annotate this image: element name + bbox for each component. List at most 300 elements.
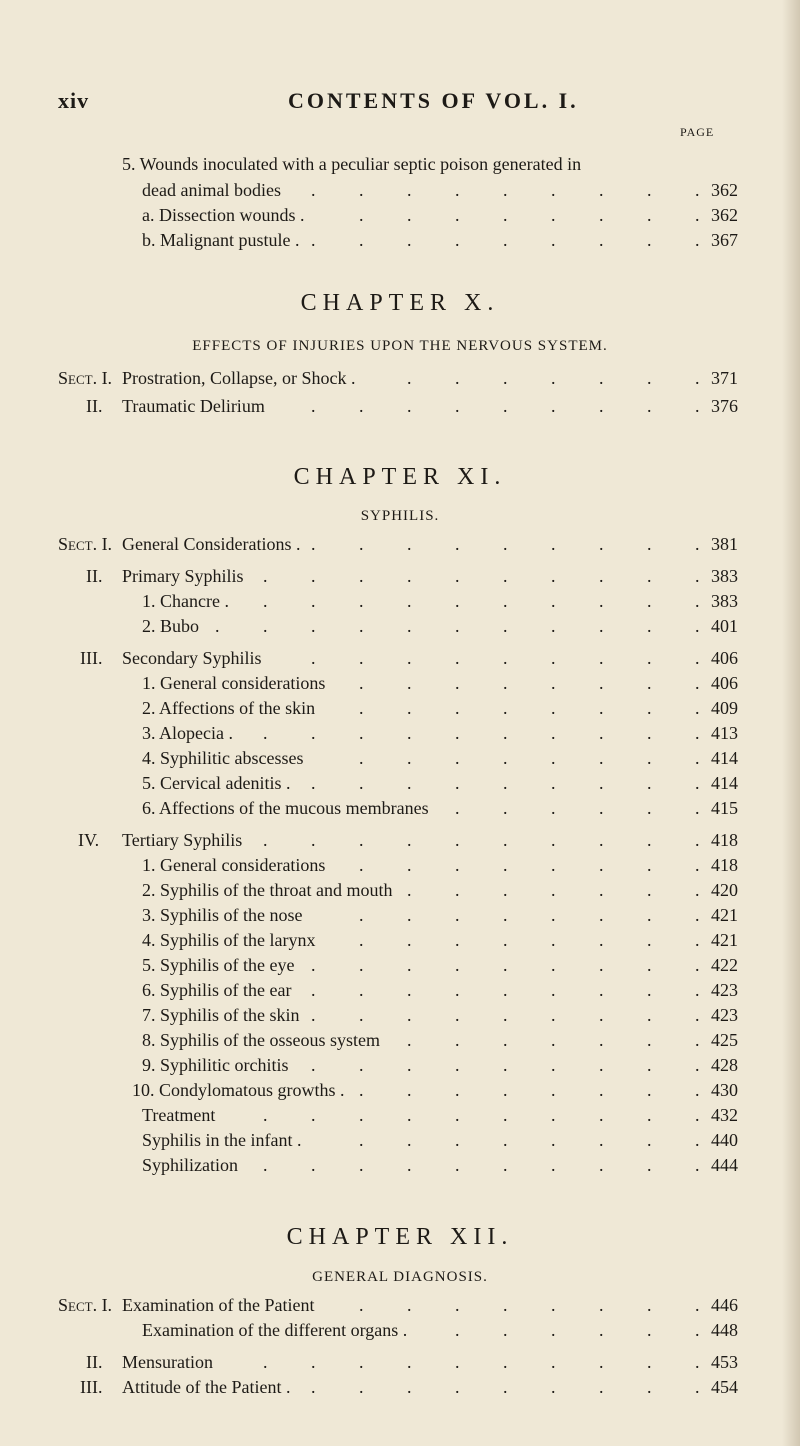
leader-dot: . bbox=[503, 955, 508, 975]
leader-dot: . bbox=[599, 1352, 604, 1372]
toc-entry bbox=[0, 230, 738, 254]
running-head-page-number: xiv bbox=[58, 88, 90, 113]
leader-dot: . bbox=[503, 1030, 508, 1050]
toc-section-prefix: III. bbox=[80, 1377, 103, 1397]
leader-dot: . bbox=[695, 880, 700, 900]
leader-dot: . bbox=[599, 180, 604, 200]
leader-dot: . bbox=[551, 396, 556, 416]
toc-entry bbox=[0, 1377, 738, 1401]
leader-dot: . bbox=[359, 566, 364, 586]
toc-entry-page: 413 bbox=[711, 723, 738, 743]
leader-dot: . bbox=[599, 930, 604, 950]
leader-dot: . bbox=[503, 748, 508, 768]
leader-dot: . bbox=[455, 980, 460, 1000]
leader-dot: . bbox=[407, 980, 412, 1000]
toc-entry-label: Mensuration bbox=[122, 1352, 213, 1372]
leader-dot: . bbox=[311, 566, 316, 586]
toc-entry bbox=[0, 368, 738, 392]
leader-dot: . bbox=[503, 880, 508, 900]
leader-dot: . bbox=[503, 566, 508, 586]
toc-entry-page: 446 bbox=[711, 1295, 738, 1315]
leader-dot: . bbox=[695, 1105, 700, 1125]
leader-dot: . bbox=[647, 396, 652, 416]
leader-dot: . bbox=[695, 368, 700, 388]
leader-dot: . bbox=[407, 773, 412, 793]
toc-entry bbox=[0, 1320, 738, 1344]
toc-section-prefix: Sect. I. bbox=[58, 368, 113, 388]
leader-dot: . bbox=[359, 905, 364, 925]
leader-dot: . bbox=[599, 1130, 604, 1150]
toc-entry-label: Examination of the different organs . bbox=[142, 1320, 408, 1340]
leader-dot: . bbox=[695, 830, 700, 850]
toc-entry bbox=[0, 396, 738, 420]
leader-dot: . bbox=[359, 591, 364, 611]
toc-entry-label: 1. General considerations bbox=[142, 673, 326, 693]
leader-dot: . bbox=[695, 1352, 700, 1372]
toc-entry-page: 362 bbox=[711, 205, 738, 225]
toc-entry bbox=[0, 798, 738, 822]
leader-dot: . bbox=[263, 1352, 268, 1372]
toc-entry-label: Tertiary Syphilis bbox=[122, 830, 243, 850]
leader-dot: . bbox=[263, 1155, 268, 1175]
leader-dot: . bbox=[407, 748, 412, 768]
leader-dot: . bbox=[455, 955, 460, 975]
toc-entry-label: Examination of the Patient bbox=[122, 1295, 315, 1315]
toc-entry-label: 2. Affections of the skin bbox=[142, 698, 316, 718]
leader-dot: . bbox=[695, 798, 700, 818]
leader-dot: . bbox=[695, 955, 700, 975]
leader-dot: . bbox=[695, 723, 700, 743]
toc-entry-label: 2. Bubo bbox=[142, 616, 200, 636]
leader-dot: . bbox=[551, 930, 556, 950]
toc-entry-label: 5. Cervical adenitis . bbox=[142, 773, 291, 793]
toc-entry bbox=[0, 1155, 738, 1179]
toc-entry-page: 453 bbox=[711, 1352, 738, 1372]
leader-dot: . bbox=[311, 1005, 316, 1025]
leader-dot: . bbox=[695, 980, 700, 1000]
toc-entry-page: 423 bbox=[711, 980, 738, 1000]
leader-dot: . bbox=[599, 591, 604, 611]
page-edge-shadow bbox=[782, 0, 800, 1446]
leader-dot: . bbox=[407, 1130, 412, 1150]
leader-dot: . bbox=[359, 1377, 364, 1397]
chapter-12-title: CHAPTER XII. bbox=[286, 1224, 514, 1250]
leader-dot: . bbox=[311, 230, 316, 250]
leader-dot: . bbox=[599, 980, 604, 1000]
leader-dot: . bbox=[599, 1320, 604, 1340]
leader-dot: . bbox=[503, 980, 508, 1000]
toc-entry-label: 4. Syphilis of the larynx bbox=[142, 930, 316, 950]
toc-entry-page: 381 bbox=[711, 534, 738, 554]
leader-dot: . bbox=[551, 1055, 556, 1075]
toc-section-prefix: II. bbox=[86, 396, 103, 416]
leader-dot: . bbox=[647, 230, 652, 250]
leader-dot: . bbox=[311, 955, 316, 975]
leader-dot: . bbox=[503, 1352, 508, 1372]
leader-dot: . bbox=[263, 1105, 268, 1125]
leader-dot: . bbox=[455, 855, 460, 875]
leader-dot: . bbox=[551, 616, 556, 636]
leader-dot: . bbox=[455, 1320, 460, 1340]
leader-dot: . bbox=[407, 368, 412, 388]
leader-dot: . bbox=[407, 830, 412, 850]
toc-entry-page: 440 bbox=[711, 1130, 738, 1150]
leader-dot: . bbox=[311, 1377, 316, 1397]
leader-dot: . bbox=[599, 368, 604, 388]
leader-dot: . bbox=[647, 1005, 652, 1025]
leader-dot: . bbox=[647, 534, 652, 554]
leader-dot: . bbox=[647, 1352, 652, 1372]
toc-entry bbox=[0, 855, 738, 879]
leader-dot: . bbox=[359, 673, 364, 693]
toc-entry-label: General Considerations . bbox=[122, 534, 301, 554]
leader-dot: . bbox=[551, 1352, 556, 1372]
leader-dot: . bbox=[551, 905, 556, 925]
toc-entry-label: b. Malignant pustule . bbox=[142, 230, 300, 250]
leader-dot: . bbox=[407, 880, 412, 900]
leader-dot: . bbox=[551, 1295, 556, 1315]
leader-dot: . bbox=[359, 855, 364, 875]
leader-dot: . bbox=[455, 230, 460, 250]
toc-entry bbox=[0, 905, 738, 929]
leader-dot: . bbox=[599, 723, 604, 743]
leader-dot: . bbox=[359, 1005, 364, 1025]
toc-entry-page: 406 bbox=[711, 648, 738, 668]
leader-dot: . bbox=[311, 1155, 316, 1175]
leader-dot: . bbox=[359, 396, 364, 416]
chapter-10-title: CHAPTER X. bbox=[300, 290, 500, 316]
toc-entry-page: 421 bbox=[711, 905, 738, 925]
leader-dot: . bbox=[359, 1295, 364, 1315]
toc-entry-label: 7. Syphilis of the skin bbox=[142, 1005, 300, 1025]
leader-dot: . bbox=[455, 1105, 460, 1125]
toc-entry-page: 383 bbox=[711, 591, 738, 611]
toc-entry-label: 1. Chancre . bbox=[142, 591, 229, 611]
toc-entry-page: 414 bbox=[711, 748, 738, 768]
leader-dot: . bbox=[407, 673, 412, 693]
toc-entry-label: 6. Syphilis of the ear bbox=[142, 980, 292, 1000]
leader-dot: . bbox=[503, 230, 508, 250]
leader-dot: . bbox=[647, 1295, 652, 1315]
leader-dot: . bbox=[599, 230, 604, 250]
leader-dot: . bbox=[359, 1080, 364, 1100]
leader-dot: . bbox=[551, 230, 556, 250]
leader-dot: . bbox=[599, 830, 604, 850]
toc-section-prefix: III. bbox=[80, 648, 103, 668]
toc-entry-page: 418 bbox=[711, 855, 738, 875]
leader-dot: . bbox=[311, 180, 316, 200]
leader-dot: . bbox=[647, 205, 652, 225]
toc-entry-label: Prostration, Collapse, or Shock . bbox=[122, 368, 356, 388]
leader-dot: . bbox=[695, 1055, 700, 1075]
toc-entry-label: 9. Syphilitic orchitis bbox=[142, 1055, 289, 1075]
toc-entry-page: 383 bbox=[711, 566, 738, 586]
leader-dot: . bbox=[551, 1130, 556, 1150]
leader-dot: . bbox=[503, 698, 508, 718]
toc-entry bbox=[0, 1295, 738, 1319]
leader-dot: . bbox=[647, 855, 652, 875]
leader-dot: . bbox=[599, 798, 604, 818]
toc-entry-label: Secondary Syphilis bbox=[122, 648, 262, 668]
toc-entry-label: Primary Syphilis bbox=[122, 566, 244, 586]
leader-dot: . bbox=[599, 1005, 604, 1025]
leader-dot: . bbox=[503, 591, 508, 611]
leader-dot: . bbox=[551, 980, 556, 1000]
leader-dot: . bbox=[647, 1030, 652, 1050]
leader-dot: . bbox=[551, 748, 556, 768]
leader-dot: . bbox=[455, 180, 460, 200]
leader-dot: . bbox=[359, 955, 364, 975]
leader-dot: . bbox=[599, 1155, 604, 1175]
toc-entry bbox=[0, 748, 738, 772]
leader-dot: . bbox=[551, 723, 556, 743]
leader-dot: . bbox=[503, 1320, 508, 1340]
toc-entry-page: 432 bbox=[711, 1105, 738, 1125]
leader-dot: . bbox=[503, 1130, 508, 1150]
toc-entry bbox=[0, 1055, 738, 1079]
leader-dot: . bbox=[551, 1320, 556, 1340]
toc-entry bbox=[0, 673, 738, 697]
toc-entry bbox=[0, 773, 738, 797]
leader-dot: . bbox=[599, 855, 604, 875]
leader-dot: . bbox=[599, 905, 604, 925]
leader-dot: . bbox=[647, 930, 652, 950]
leader-dot: . bbox=[647, 648, 652, 668]
leader-dot: . bbox=[599, 1055, 604, 1075]
toc-entry-label: 4. Syphilitic abscesses bbox=[142, 748, 304, 768]
leader-dot: . bbox=[503, 205, 508, 225]
leader-dot: . bbox=[455, 648, 460, 668]
leader-dot: . bbox=[551, 673, 556, 693]
leader-dot: . bbox=[407, 205, 412, 225]
leader-dot: . bbox=[695, 1080, 700, 1100]
leader-dot: . bbox=[647, 748, 652, 768]
toc-entry bbox=[0, 1030, 738, 1054]
leader-dot: . bbox=[599, 1030, 604, 1050]
leader-dot: . bbox=[551, 205, 556, 225]
leader-dot: . bbox=[695, 180, 700, 200]
leader-dot: . bbox=[695, 1377, 700, 1397]
leader-dot: . bbox=[503, 1080, 508, 1100]
leader-dot: . bbox=[599, 698, 604, 718]
toc-entry bbox=[0, 534, 738, 558]
leader-dot: . bbox=[455, 1377, 460, 1397]
leader-dot: . bbox=[359, 830, 364, 850]
leader-dot: . bbox=[695, 855, 700, 875]
toc-entry-label: 8. Syphilis of the osseous system bbox=[142, 1030, 381, 1050]
toc-entry-page: 422 bbox=[711, 955, 738, 975]
toc-entry-page: 406 bbox=[711, 673, 738, 693]
toc-entry-label: 6. Affections of the mucous membranes bbox=[142, 798, 429, 818]
leader-dot: . bbox=[551, 591, 556, 611]
leader-dot: . bbox=[647, 566, 652, 586]
leader-dot: . bbox=[407, 905, 412, 925]
leader-dot: . bbox=[263, 830, 268, 850]
leader-dot: . bbox=[647, 905, 652, 925]
toc-entry-page: 448 bbox=[711, 1320, 738, 1340]
leader-dot: . bbox=[503, 830, 508, 850]
toc-entry-page: 428 bbox=[711, 1055, 738, 1075]
leader-dot: . bbox=[407, 723, 412, 743]
leader-dot: . bbox=[647, 798, 652, 818]
leader-dot: . bbox=[407, 648, 412, 668]
leader-dot: . bbox=[455, 1352, 460, 1372]
toc-entry bbox=[0, 1005, 738, 1029]
leader-dot: . bbox=[551, 955, 556, 975]
leader-dot: . bbox=[503, 673, 508, 693]
leader-dot: . bbox=[407, 1055, 412, 1075]
leader-dot: . bbox=[359, 698, 364, 718]
leader-dot: . bbox=[263, 616, 268, 636]
leader-dot: . bbox=[359, 180, 364, 200]
leader-dot: . bbox=[407, 1105, 412, 1125]
leader-dot: . bbox=[647, 830, 652, 850]
toc-entry bbox=[0, 616, 738, 640]
leader-dot: . bbox=[503, 616, 508, 636]
leader-dot: . bbox=[455, 673, 460, 693]
leader-dot: . bbox=[407, 955, 412, 975]
chapter-11-subtitle: SYPHILIS. bbox=[360, 508, 440, 524]
toc-entry-page: 421 bbox=[711, 930, 738, 950]
leader-dot: . bbox=[695, 616, 700, 636]
toc-entry-page: 409 bbox=[711, 698, 738, 718]
toc-entry bbox=[0, 980, 738, 1004]
leader-dot: . bbox=[647, 1155, 652, 1175]
leader-dot: . bbox=[407, 1005, 412, 1025]
leader-dot: . bbox=[599, 1295, 604, 1315]
toc-entry-page: 362 bbox=[711, 180, 738, 200]
leader-dot: . bbox=[455, 748, 460, 768]
leader-dot: . bbox=[599, 616, 604, 636]
toc-entry bbox=[0, 180, 738, 204]
leader-dot: . bbox=[503, 855, 508, 875]
toc-entry bbox=[0, 955, 738, 979]
toc-entry-label: Traumatic Delirium bbox=[122, 396, 265, 416]
leader-dot: . bbox=[503, 798, 508, 818]
leader-dot: . bbox=[695, 673, 700, 693]
leader-dot: . bbox=[647, 1377, 652, 1397]
leader-dot: . bbox=[647, 616, 652, 636]
leader-dot: . bbox=[311, 1055, 316, 1075]
leader-dot: . bbox=[551, 830, 556, 850]
toc-entry bbox=[0, 830, 738, 854]
leader-dot: . bbox=[503, 905, 508, 925]
leader-dot: . bbox=[407, 396, 412, 416]
leader-dot: . bbox=[695, 1155, 700, 1175]
toc-entry-page: 414 bbox=[711, 773, 738, 793]
leader-dot: . bbox=[407, 180, 412, 200]
leader-dot: . bbox=[503, 180, 508, 200]
toc-entry-label: dead animal bodies bbox=[142, 180, 281, 200]
leader-dot: . bbox=[455, 1080, 460, 1100]
leader-dot: . bbox=[311, 534, 316, 554]
leader-dot: . bbox=[551, 798, 556, 818]
leader-dot: . bbox=[695, 1320, 700, 1340]
leader-dot: . bbox=[359, 1130, 364, 1150]
toc-entry-label: Syphilization bbox=[142, 1155, 238, 1175]
leader-dot: . bbox=[311, 773, 316, 793]
leader-dot: . bbox=[503, 1005, 508, 1025]
toc-entry-page: 415 bbox=[711, 798, 738, 818]
leader-dot: . bbox=[407, 591, 412, 611]
leader-dot: . bbox=[263, 566, 268, 586]
leader-dot: . bbox=[647, 880, 652, 900]
leader-dot: . bbox=[359, 648, 364, 668]
leader-dot: . bbox=[455, 880, 460, 900]
leader-dot: . bbox=[455, 1055, 460, 1075]
toc-entry-page: 423 bbox=[711, 1005, 738, 1025]
leader-dot: . bbox=[455, 205, 460, 225]
leader-dot: . bbox=[311, 830, 316, 850]
leader-dot: . bbox=[455, 534, 460, 554]
toc-entry bbox=[0, 1130, 738, 1154]
toc-entry-label: Treatment bbox=[142, 1105, 216, 1125]
leader-dot: . bbox=[647, 698, 652, 718]
leader-dot: . bbox=[551, 648, 556, 668]
leader-dot: . bbox=[455, 798, 460, 818]
leader-dot: . bbox=[503, 1105, 508, 1125]
leader-dot: . bbox=[647, 955, 652, 975]
leader-dot: . bbox=[407, 230, 412, 250]
toc-entry-page: 425 bbox=[711, 1030, 738, 1050]
toc-entry-label: 1. General considerations bbox=[142, 855, 326, 875]
leader-dot: . bbox=[359, 1105, 364, 1125]
toc-entry-label: 3. Alopecia . bbox=[142, 723, 233, 743]
leader-dot: . bbox=[599, 648, 604, 668]
leader-dot: . bbox=[455, 905, 460, 925]
leader-dot: . bbox=[647, 368, 652, 388]
leader-dot: . bbox=[359, 1055, 364, 1075]
leader-dot: . bbox=[695, 648, 700, 668]
leader-dot: . bbox=[311, 1352, 316, 1372]
leader-dot: . bbox=[647, 180, 652, 200]
leader-dot: . bbox=[551, 566, 556, 586]
leader-dot: . bbox=[551, 368, 556, 388]
toc-entry bbox=[0, 205, 738, 229]
leader-dot: . bbox=[263, 723, 268, 743]
running-head-title: CONTENTS OF VOL. I. bbox=[288, 88, 579, 113]
leader-dot: . bbox=[407, 616, 412, 636]
leader-dot: . bbox=[359, 980, 364, 1000]
leader-dot: . bbox=[455, 566, 460, 586]
toc-section-prefix: II. bbox=[86, 566, 103, 586]
toc-entry-label: 10. Condylomatous growths . bbox=[132, 1080, 345, 1100]
leader-dot: . bbox=[647, 673, 652, 693]
chapter-10-subtitle: EFFECTS OF INJURIES UPON THE NERVOUS SYSTEM. bbox=[192, 338, 608, 354]
leader-dot: . bbox=[503, 368, 508, 388]
leader-dot: . bbox=[695, 566, 700, 586]
leader-dot: . bbox=[359, 773, 364, 793]
leader-dot: . bbox=[647, 980, 652, 1000]
leader-dot: . bbox=[407, 1155, 412, 1175]
toc-entry bbox=[0, 648, 738, 672]
leader-dot: . bbox=[359, 1155, 364, 1175]
leader-dot: . bbox=[503, 396, 508, 416]
leader-dot: . bbox=[647, 773, 652, 793]
leader-dot: . bbox=[551, 1377, 556, 1397]
leader-dot: . bbox=[359, 534, 364, 554]
leader-dot: . bbox=[503, 773, 508, 793]
leader-dot: . bbox=[695, 396, 700, 416]
leader-dot: . bbox=[647, 1055, 652, 1075]
toc-section-prefix: II. bbox=[86, 1352, 103, 1372]
leader-dot: . bbox=[407, 855, 412, 875]
leader-dot: . bbox=[407, 566, 412, 586]
toc-entry bbox=[0, 591, 738, 615]
leader-dot: . bbox=[599, 748, 604, 768]
toc-entry bbox=[0, 723, 738, 747]
leader-dot: . bbox=[407, 1377, 412, 1397]
